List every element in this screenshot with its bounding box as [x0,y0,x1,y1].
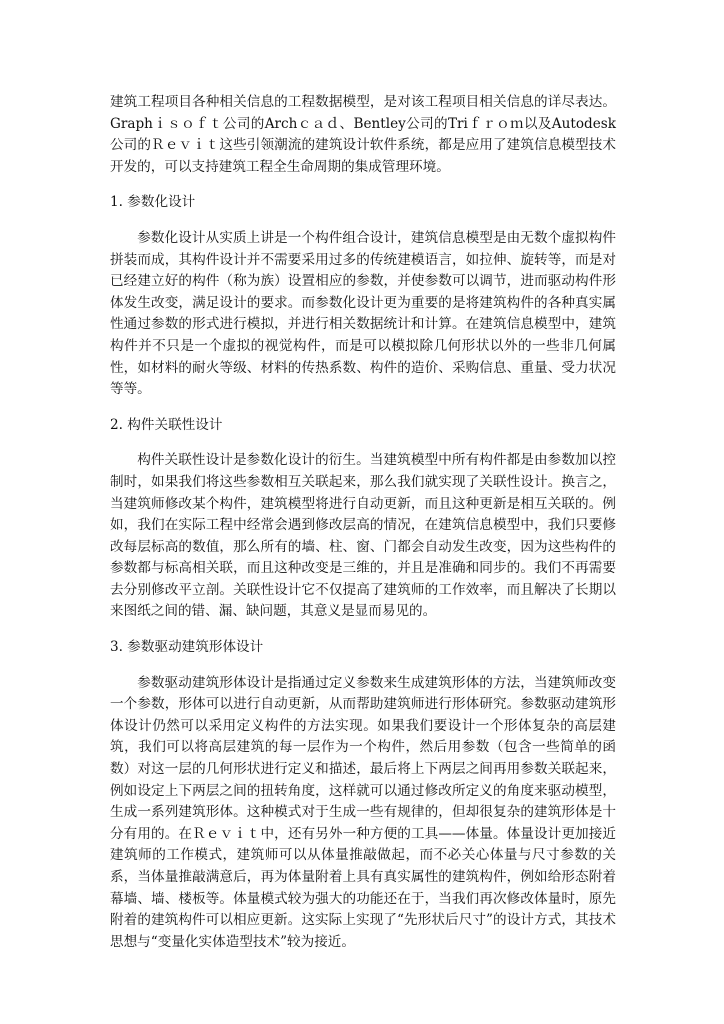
section-parametric-design [110,192,616,400]
section-heading: 1. 参数化设计 [110,194,196,211]
section-body: 构件关联性设计是参数化设计的衍生。当建筑模型中所有构件都是由参数加以控制时，如果我们将这些参数相互关联起来，那么我们就实现了关联性设计。换言之，当建筑师修改某个构件，建筑模型将进行自动更新，而且这种更新是相互关联的。例如，我们在实际工程中经常会遇到修改层高的情况，在建筑信息模型中，我们只要修改每层标高的数值，那么所有的墙、柱、窗、门都会自动发生改变，因为这些构件的参数都与标高相关联，而且这种改变是三维的，并且是准确和同步的。我们不再需要去分别修改平立剖。关联性设计它不仅提高了建筑师的工作效率，而且解决了长期以来图纸之间的错、漏、缺问题，其意义是显而易见的。 [110,452,616,620]
section-body: 参数驱动建筑形体设计是指通过定义参数来生成建筑形体的方法，当建筑师改变一个参数，形体可以进行自动更新，从而帮助建筑师进行形体研究。参数驱动建筑形体设计仍然可以采用定义构件的方法实现。如果我们要设计一个形体复杂的高层建筑，我们可以将高层建筑的每一层作为一个构件，然后用参数（包含一些简单的函数）对这一层的几何形状进行定义和描述，最后将上下两层之间再用参数关联起来，例如设定上下两层之间的扭转角度，这样就可以通过修改所定义的角度来驱动模型，生成一系列建筑形体。这种模式对于生成一些有规律的，但却很复杂的建筑形体是十分有用的。在Ｒｅｖｉｔ中，还有另外一种方便的工具——体量。体量设计更加接近建筑师的工作模式，建筑师可以从体量推敲做起，而不必关心体量与尺寸参数的关系，当体量推敲满意后，再为体量附着上具有真实属性的建筑构件，例如给形态附着幕墙、墙、楼板等。体量模式较为强大的功能还在于，当我们再次修改体量时，原先附着的建筑构件可以相应更新。这实际上实现了“先形状后尺寸”的设计方式，其技术思想与“变量化实体造型技术”较为接近。 [110,674,616,950]
section-component-association [110,415,616,623]
section-body: 参数化设计从实质上讲是一个构件组合设计，建筑信息模型是由无数个虚拟构件拼装而成，其构件设计并不需要采用过多的传统建模语言，如拉伸、旋转等，而是对已经建立好的构件（称为族）设置相应的参数，并使参数可以调节，进而驱动构件形体发生改变，满足设计的要求。而参数化设计更为重要的是将建筑构件的各种真实属性通过参数的形式进行模拟，并进行相关数据统计和计算。在建筑信息模型中，建筑构件并不只是一个虚拟的视觉构件，而是可以模拟除几何形状以外的一些非几何属性，如材料的耐火等级、材料的传热系数、构件的造价、采购信息、重量、受力状况等等。 [110,229,616,398]
section-heading: 3. 参数驱动建筑形体设计 [110,639,264,656]
section-parametric-form-design [110,637,616,953]
section-heading: 2. 构件关联性设计 [110,416,223,433]
document-page [110,92,616,967]
intro-paragraph: 建筑工程项目各种相关信息的工程数据模型，是对该工程项目相关信息的详尽表达。Graphｉｓｏｆｔ公司的Archｃａｄ、Bentley公司的Triｆｒｏｍ以及Autodesk公司的Ｒｅｖｉｔ这些引领潮流的建筑设计软件系统，都是应用了建筑信息模型技术开发的，可以支持建筑工程全生命周期的集成管理环境。 [110,94,616,175]
